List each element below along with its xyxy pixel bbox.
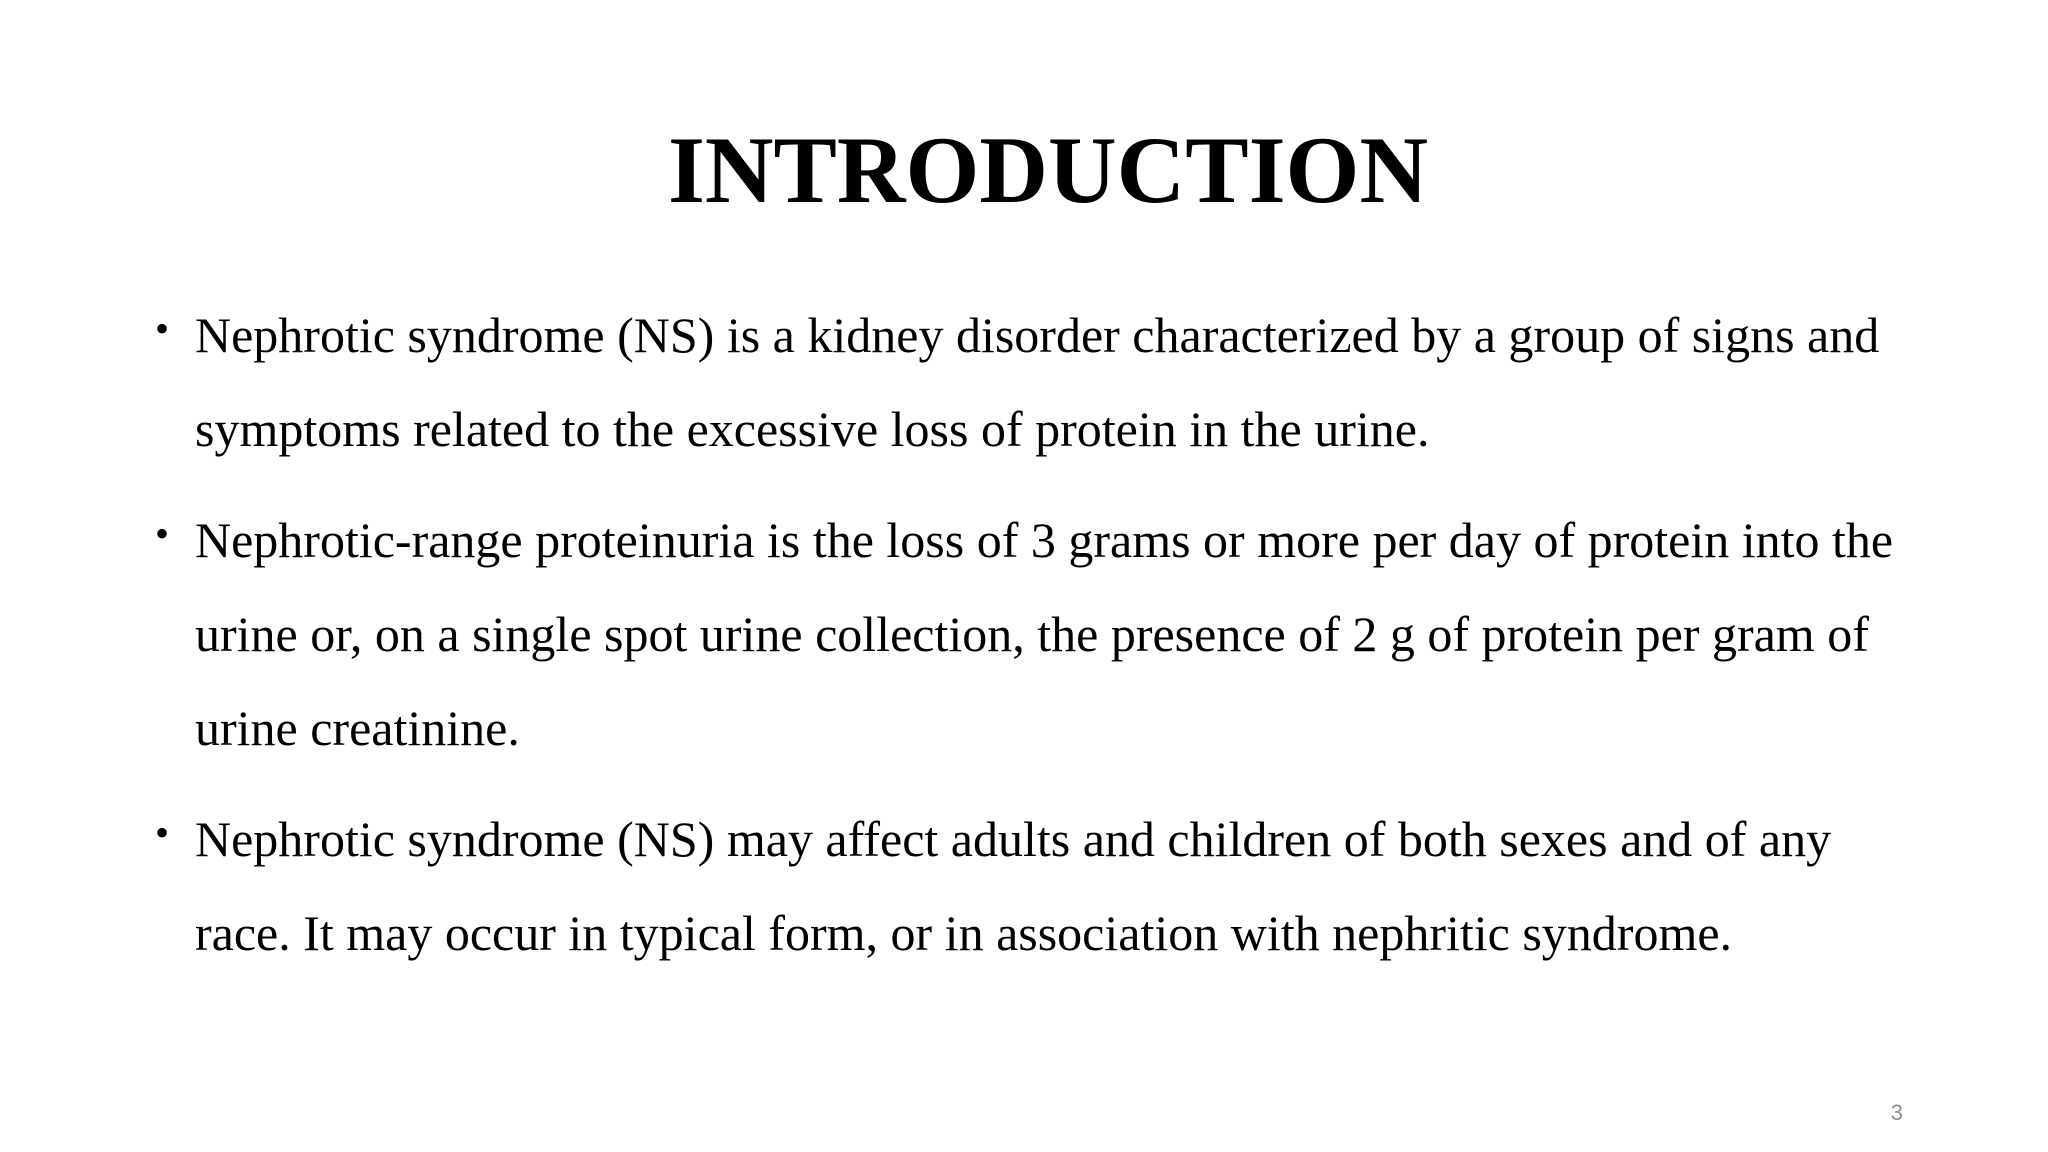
bullet-item [155,288,1935,476]
bullet-marker: • [155,810,170,855]
bullet-text: Nephrotic syndrome (NS) may affect adults and children of both sexes and of any race. It may occur in typical form, or in association with nephritic syndrome. [195,811,1832,961]
bullet-item [155,792,1935,980]
bullet-marker: • [155,306,170,351]
bullet-text: Nephrotic-range proteinuria is the loss of 3 grams or more per day of protein into the urine or, on a single spot urine collection, the presence of 2 g of protein per gram of urine creatinine. [195,512,1894,756]
bullet-text: Nephrotic syndrome (NS) is a kidney disorder characterized by a group of signs and symptoms related to the excessive loss of protein in the urine. [195,307,1880,457]
bullet-item [155,493,1935,775]
bullet-list [155,288,1935,997]
slide-title: INTRODUCTION [667,117,1429,223]
bullet-marker: • [155,511,170,556]
page-number: 3 [1890,1100,1903,1125]
